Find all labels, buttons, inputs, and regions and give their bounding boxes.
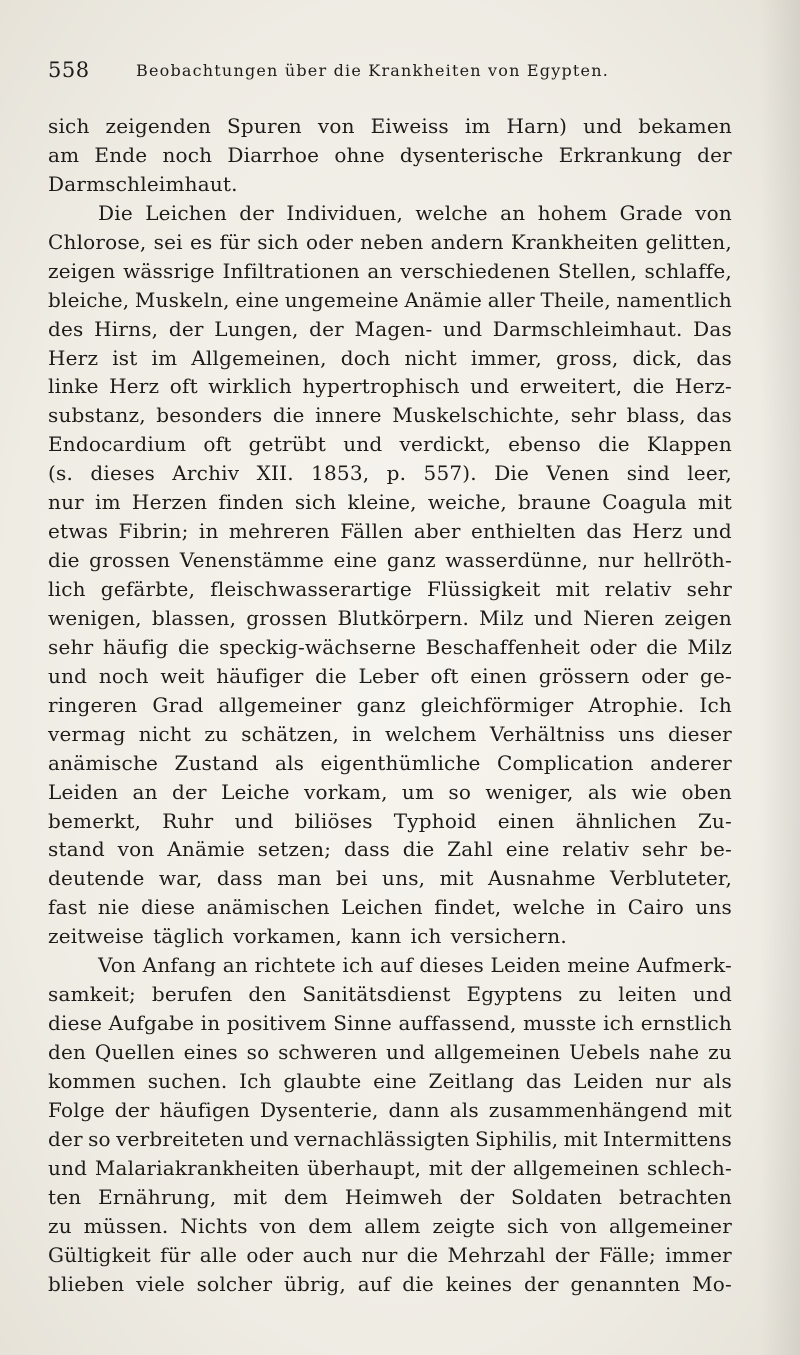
text-line: anämische Zustand als eigenthümliche Complication anderer bbox=[48, 750, 732, 775]
text-line: sehr häufig die speckig-wächserne Beschaffenheit oder die Milz bbox=[48, 634, 732, 659]
text-line: nur im Herzen finden sich kleine, weiche, braune Coagula mit bbox=[48, 490, 732, 515]
text-line: substanz, besonders die innere Muskelschichte, sehr blass, das bbox=[48, 403, 732, 428]
text-line: blieben viele solcher übrig, auf die keines der genannten Mo- bbox=[48, 1271, 732, 1296]
text-line: linke Herz oft wirklich hypertrophisch und erweitert, die Herz- bbox=[48, 374, 732, 399]
text-line: (s. dieses Archiv XII. 1853, p. 557). Die Venen sind leer, bbox=[48, 461, 732, 486]
text-line: bleiche, Muskeln, eine ungemeine Anämie aller Theile, namentlich bbox=[48, 287, 732, 312]
text-line: und noch weit häufiger die Leber oft einen grössern oder ge- bbox=[48, 663, 732, 688]
text-line: wenigen, blassen, grossen Blutkörpern. Milz und Nieren zeigen bbox=[48, 605, 732, 630]
text-line: zu müssen. Nichts von dem allem zeigte sich von allgemeiner bbox=[48, 1213, 732, 1238]
text-line: am Ende noch Diarrhoe ohne dysenterische Erkrankung der bbox=[48, 142, 732, 167]
text-line: die grossen Venenstämme eine ganz wasserdünne, nur hellröth- bbox=[48, 548, 732, 573]
text-line: Leiden an der Leiche vorkam, um so weniger, als wie oben bbox=[48, 779, 732, 804]
page-header bbox=[48, 58, 748, 88]
page-number: 558 bbox=[48, 58, 90, 82]
text-line: der so verbreiteten und vernachlässigten Siphilis, mit Intermittens bbox=[48, 1126, 732, 1151]
text-line: stand von Anämie setzen; dass die Zahl eine relativ sehr be- bbox=[48, 837, 732, 862]
text-line: ringeren Grad allgemeiner ganz gleichförmiger Atrophie. Ich bbox=[48, 692, 732, 717]
body-text bbox=[48, 112, 732, 1298]
text-line: des Hirns, der Lungen, der Magen- und Darmschleimhaut. Das bbox=[48, 316, 732, 341]
text-line: Chlorose, sei es für sich oder neben andern Krankheiten gelitten, bbox=[48, 229, 732, 254]
text-line: Die Leichen der Individuen, welche an hohem Grade von bbox=[98, 200, 732, 225]
text-line: lich gefärbte, fleischwasserartige Flüssigkeit mit relativ sehr bbox=[48, 577, 732, 601]
page-edge-shadow bbox=[760, 0, 800, 1355]
text-line: Von Anfang an richtete ich auf dieses Leiden meine Aufmerk- bbox=[98, 953, 732, 978]
running-head: Beobachtungen über die Krankheiten von Egypten. bbox=[136, 61, 609, 80]
text-line: Endocardium oft getrübt und verdickt, ebenso die Klappen bbox=[48, 432, 732, 457]
text-line: etwas Fibrin; in mehreren Fällen aber enthielten das Herz und bbox=[48, 519, 732, 544]
text-line: den Quellen eines so schweren und allgemeinen Uebels nahe zu bbox=[48, 1040, 732, 1064]
text-line: kommen suchen. Ich glaubte eine Zeitlang das Leiden nur als bbox=[48, 1068, 732, 1093]
text-line: Gültigkeit für alle oder auch nur die Mehrzahl der Fälle; immer bbox=[48, 1242, 732, 1267]
text-line: vermag nicht zu schätzen, in welchem Verhältniss uns dieser bbox=[48, 721, 732, 746]
text-line: zeitweise täglich vorkamen, kann ich versichern. bbox=[48, 924, 567, 949]
text-line: sich zeigenden Spuren von Eiweiss im Harn) und bekamen bbox=[48, 114, 732, 138]
text-line: und Malariakrankheiten überhaupt, mit der allgemeinen schlech- bbox=[48, 1155, 732, 1180]
text-line: Darmschleimhaut. bbox=[48, 171, 238, 196]
text-line: bemerkt, Ruhr und biliöses Typhoid einen ähnlichen Zu- bbox=[48, 808, 732, 833]
text-line: Herz ist im Allgemeinen, doch nicht immer, gross, dick, das bbox=[48, 345, 732, 370]
text-line: deutende war, dass man bei uns, mit Ausnahme Verbluteter, bbox=[48, 866, 732, 891]
text-line: samkeit; berufen den Sanitätsdienst Egyptens zu leiten und bbox=[48, 982, 732, 1007]
text-line: zeigen wässrige Infiltrationen an verschiedenen Stellen, schlaffe, bbox=[48, 258, 732, 283]
text-line: fast nie diese anämischen Leichen findet, welche in Cairo uns bbox=[48, 895, 732, 920]
text-line: Folge der häufigen Dysenterie, dann als zusammenhängend mit bbox=[48, 1097, 732, 1122]
text-line: ten Ernährung, mit dem Heimweh der Soldaten betrachten bbox=[48, 1184, 732, 1209]
text-line: diese Aufgabe in positivem Sinne auffassend, musste ich ernstlich bbox=[48, 1011, 732, 1036]
